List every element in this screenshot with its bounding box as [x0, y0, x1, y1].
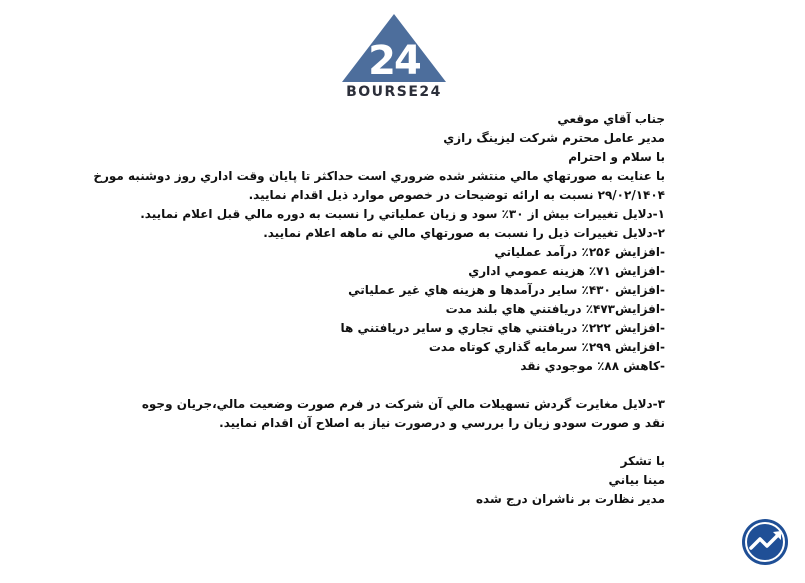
greeting: با سلام و احترام [568, 150, 665, 164]
bourse24-logo-mark [340, 12, 448, 84]
sub-item: -افزايش۴۷۳٪ دريافتني هاي بلند مدت [445, 302, 665, 316]
spacer [105, 433, 665, 452]
letter-body [93, 110, 665, 509]
closing: با تشکر [620, 454, 665, 468]
signer-name: مينا بياني [608, 473, 665, 487]
logo-number: 24 [368, 38, 420, 84]
sub-item: -افزايش ۴۳۰٪ ساير درآمدها و هزينه هاي غير عملياتي [348, 283, 665, 297]
sub-item: -کاهش ۸۸٪ موجودي نقد [520, 359, 665, 373]
trend-badge-icon [740, 517, 790, 567]
signer-title: مدير نظارت بر ناشران درج شده [475, 492, 665, 506]
recipient-position: مدير عامل محترم شرکت ليزينگ رازي [443, 131, 665, 145]
sub-item: -افزايش ۷۱٪ هزينه عمومي اداري [468, 264, 665, 278]
sub-item: -افزايش ۲۲۲٪ دريافتني هاي تجاري و ساير دريافتني ها [340, 321, 665, 335]
spacer [105, 376, 665, 395]
logo-wordmark: BOURSE24 [346, 84, 442, 100]
intro-line-1: با عنايت به صورتهاي مالي منتشر شده ضروري است حداکثر تا پايان وقت اداري روز دوشنبه مورخ [93, 169, 665, 183]
item-2: ۲-دلايل تغييرات ذيل را نسبت به صورتهاي مالي نه ماهه اعلام نماييد. [263, 226, 665, 240]
sub-item: -افزايش ۲۹۹٪ سرمايه گذاري کوتاه مدت [428, 340, 665, 354]
item-3: ۳-دلايل مغايرت گردش تسهيلات مالي آن شرکت در فرم صورت وضعيت مالي،جريان وجوه نقد و صورت سودو زيان را بررسي و درصورت نياز به اصلاح آن اقدام نماييد. [141, 397, 665, 430]
intro-line-2: ۲۹/۰۲/۱۴۰۴ نسبت به ارائه توضيحات در خصوص موارد ذيل اقدام نماييد. [248, 188, 665, 202]
item-1: ۱-دلايل تغييرات بيش از ۳۰٪ سود و زيان عملياتي را نسبت به دوره مالي قبل اعلام نماييد. [140, 207, 665, 221]
recipient-line: جناب آقاي موقعي [557, 112, 665, 126]
sub-item: -افزايش ۲۵۶٪ درآمد عملياتي [494, 245, 665, 259]
bourse24-logo [336, 12, 452, 102]
